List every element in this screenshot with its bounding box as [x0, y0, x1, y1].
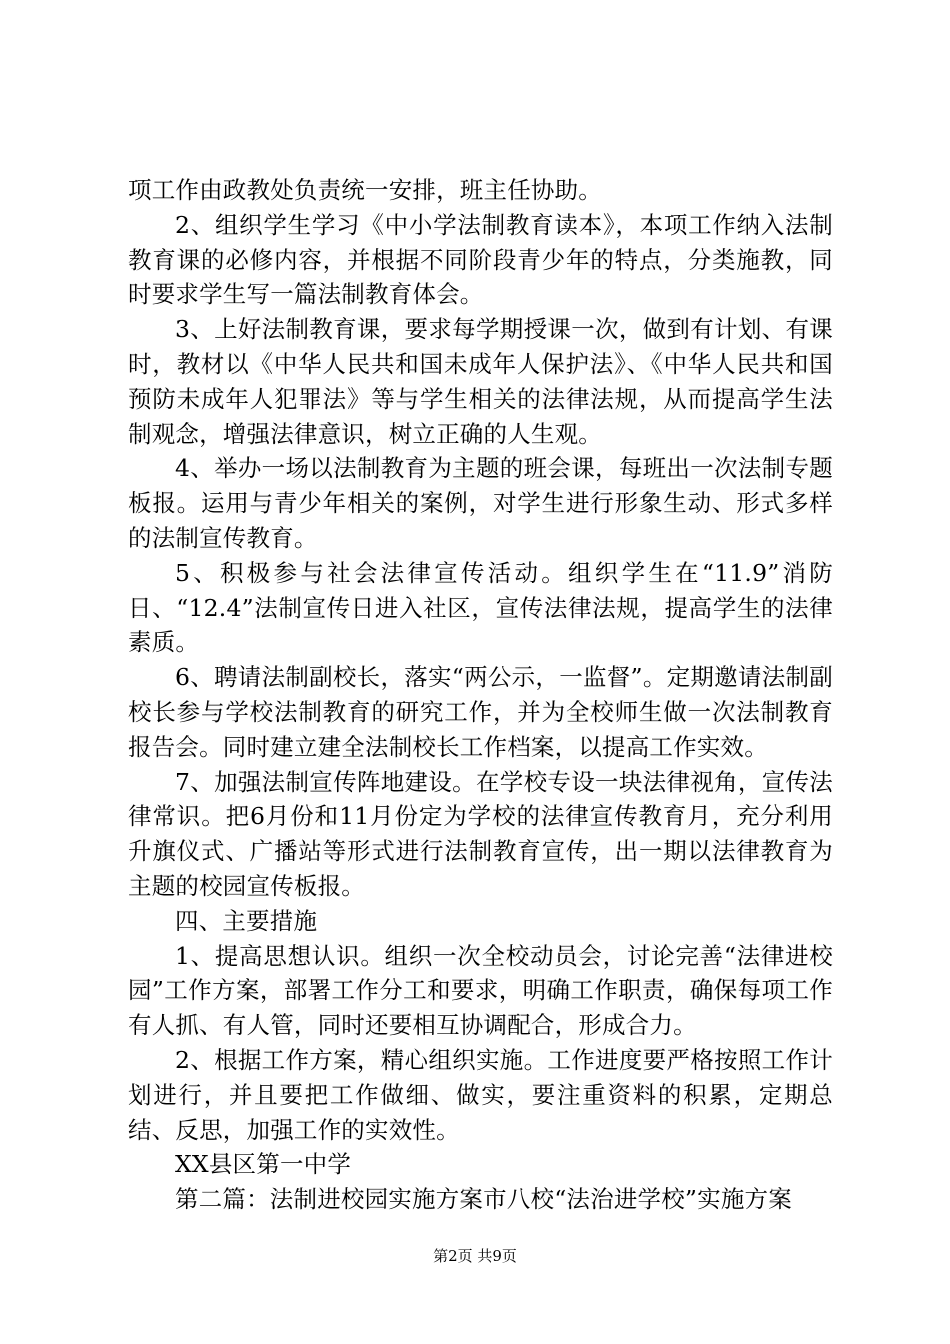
document-body [128, 173, 833, 1217]
paragraph-measure-1: 1、提高思想认识。组织一次全校动员会，讨论完善“法律进校园”工作方案，部署工作分工和要求，明确工作职责，确保每项工作有人抓、有人管，同时还要相互协调配合，形成合力。 [128, 941, 833, 1040]
paragraph-item-3: 3、上好法制教育课，要求每学期授课一次，做到有计划、有课时，教材以《中华人民共和国未成年人保护法》、《中华人民共和国预防未成年人犯罪法》等与学生相关的法律法规，从而提高学生法制观念，增强法律意识，树立正确的人生观。 [128, 315, 833, 448]
page-number-footer: 第2页 共9页 [433, 1247, 517, 1265]
paragraph-item-6: 6、聘请法制副校长，落实“两公示，一监督”。定期邀请法制副校长参与学校法制教育的研究工作，并为全校师生做一次法制教育报告会。同时建立建全法制校长工作档案，以提高工作实效。 [128, 663, 833, 761]
section-heading-measures: 四、主要措施 [175, 906, 318, 935]
next-article-title: 第二篇：法制进校园实施方案市八校“法治进学校”实施方案 [175, 1185, 792, 1214]
paragraph-item-5: 5、积极参与社会法律宣传活动。组织学生在“11.9”消防日、“12.4”法制宣传日进入社区，宣传法律法规，提高学生的法律素质。 [128, 558, 833, 657]
paragraph-continuation: 项工作由政教处负责统一安排，班主任协助。 [128, 176, 602, 204]
paragraph-item-2: 2、组织学生学习《中小学法制教育读本》，本项工作纳入法制教育课的必修内容，并根据不同阶段青少年的特点，分类施教，同时要求学生写一篇法制教育体会。 [128, 210, 833, 309]
signature-school-name: XX县区第一中学 [175, 1150, 352, 1179]
paragraph-item-7: 7、加强法制宣传阵地建设。在学校专设一块法律视角，宣传法律常识。把6月份和11月份定为学校的法律宣传教育月，充分利用升旗仪式、广播站等形式进行法制教育宣传，出一期以法律教育为主题的校园宣传板报。 [128, 767, 833, 900]
paragraph-measure-2: 2、根据工作方案，精心组织实施。工作进度要严格按照工作计划进行，并且要把工作做细、做实，要注重资料的积累，定期总结、反思，加强工作的实效性。 [128, 1045, 833, 1144]
paragraph-item-4: 4、举办一场以法制教育为主题的班会课，每班出一次法制专题板报。运用与青少年相关的案例，对学生进行形象生动、形式多样的法制宣传教育。 [128, 454, 833, 552]
